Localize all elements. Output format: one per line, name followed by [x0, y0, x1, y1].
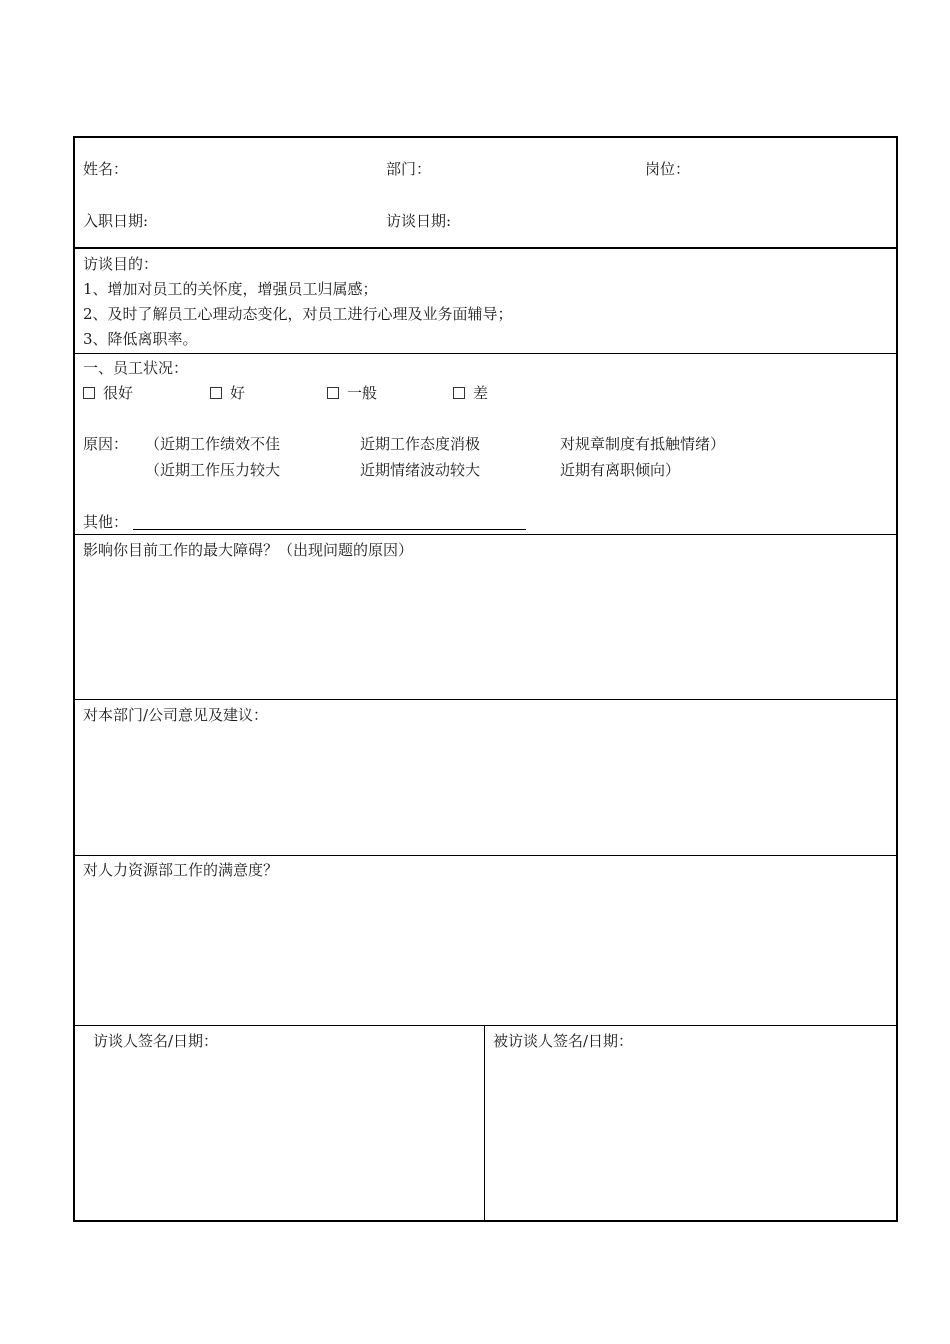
- name-label: 姓名：: [83, 160, 129, 178]
- option-label: 很好: [103, 384, 134, 402]
- option-label: 一般: [347, 384, 378, 402]
- reason-item: 近期有离职倾向）: [560, 461, 681, 479]
- interview-date-label: 访谈日期:: [386, 212, 452, 230]
- position-label: 岗位：: [645, 160, 691, 178]
- interviewer-signature-label: 访谈人签名/日期：: [93, 1032, 219, 1050]
- checkbox-icon[interactable]: [327, 387, 339, 399]
- purpose-item: 3、降低离职率。: [83, 330, 198, 348]
- status-option-poor[interactable]: [453, 383, 488, 403]
- signature-divider: [484, 1026, 485, 1220]
- suggestions-question: 对本部门/公司意见及建议：: [83, 706, 269, 724]
- status-title: 一、员工状况：: [83, 359, 189, 377]
- hire-date-label: 入职日期:: [83, 212, 149, 230]
- reason-item: （近期工作绩效不佳: [145, 435, 281, 453]
- purpose-item: 1、增加对员工的关怀度，增强员工归属感；: [83, 280, 378, 298]
- hr-satisfaction-question: 对人力资源部工作的满意度？: [83, 861, 279, 879]
- purpose-item: 2、及时了解员工心理动态变化，对员工进行心理及业务面辅导；: [83, 305, 513, 323]
- purpose-title: 访谈目的：: [83, 255, 159, 273]
- option-label: 好: [230, 384, 246, 402]
- header-section: [75, 138, 896, 248]
- status-option-average[interactable]: [327, 383, 377, 403]
- reason-item: （近期工作压力较大: [145, 461, 281, 479]
- other-label: 其他：: [83, 513, 129, 531]
- obstacle-question: 影响你目前工作的最大障碍？（出现问题的原因）: [83, 541, 414, 559]
- department-label: 部门：: [386, 160, 432, 178]
- checkbox-icon[interactable]: [83, 387, 95, 399]
- checkbox-icon[interactable]: [453, 387, 465, 399]
- reason-item: 近期工作态度消极: [360, 435, 481, 453]
- interviewee-signature-label: 被访谈人签名/日期：: [493, 1032, 634, 1050]
- reason-label: 原因：: [83, 435, 129, 453]
- interview-form: [73, 136, 898, 1222]
- option-label: 差: [473, 384, 489, 402]
- checkbox-icon[interactable]: [210, 387, 222, 399]
- status-option-very-good[interactable]: [83, 383, 133, 403]
- suggestions-section[interactable]: [75, 700, 896, 855]
- status-option-good[interactable]: [210, 383, 245, 403]
- obstacle-section[interactable]: [75, 535, 896, 699]
- status-section: [75, 354, 896, 534]
- signature-section: [75, 1026, 896, 1220]
- other-input-line[interactable]: [133, 529, 526, 530]
- reason-item: 近期情绪波动较大: [360, 461, 481, 479]
- hr-satisfaction-section[interactable]: [75, 856, 896, 1025]
- reason-item: 对规章制度有抵触情绪）: [560, 435, 726, 453]
- purpose-section: [75, 249, 896, 353]
